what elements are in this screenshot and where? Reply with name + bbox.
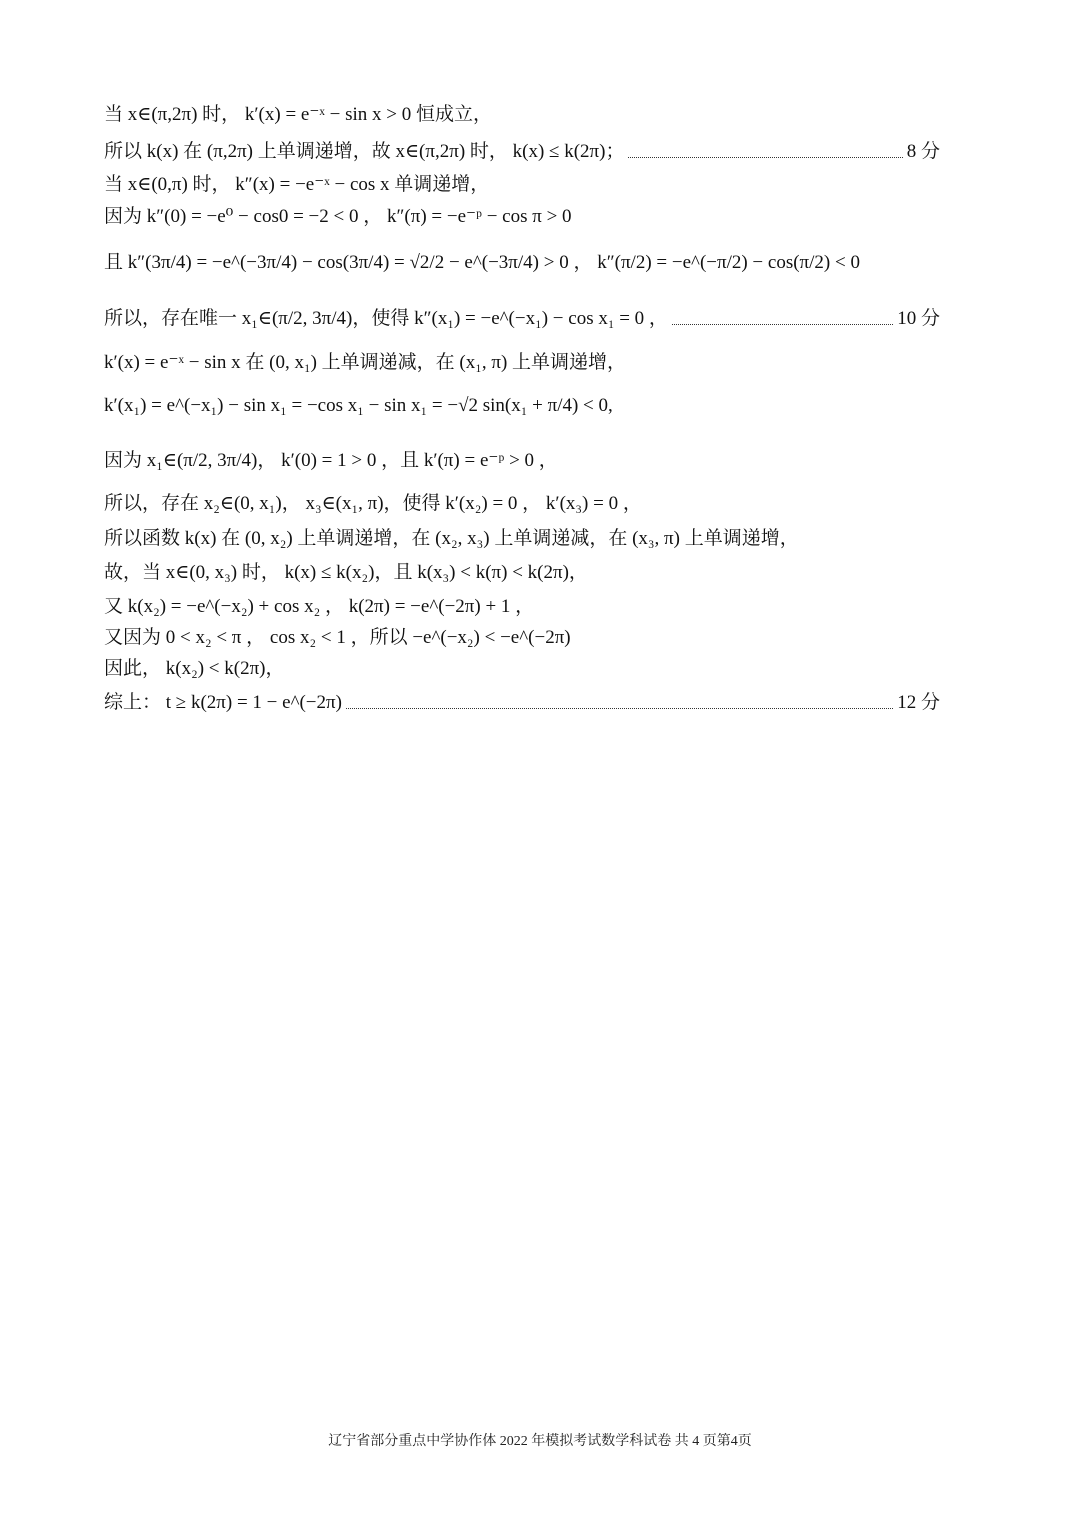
- solution-line-1: [104, 104, 940, 127]
- solution-line-6: [104, 308, 940, 331]
- score-label: 8 分: [906, 141, 940, 162]
- line-text: 因为 k″(0) = −e⁰ − cos0 = −2 < 0 ， k″(π) = −e⁻ᵖ − cos π > 0: [104, 206, 572, 227]
- solution-line-13: [104, 596, 940, 619]
- line-text: 又因为 0 < x₂ < π ， cos x₂ < 1 ，所以 −e^(−x₂) < −e^(−2π): [104, 627, 571, 648]
- line-text: 又 k(x₂) = −e^(−x₂) + cos x₂ ， k(2π) = −e^(−2π) + 1 ，: [104, 596, 535, 617]
- solution-line-14: [104, 627, 940, 650]
- solution-line-9: [104, 450, 940, 473]
- solution-line-2: [104, 141, 940, 164]
- solution-line-11: [104, 528, 940, 551]
- line-text: 综上： t ≥ k(2π) = 1 − e^(−2π): [104, 692, 342, 713]
- score-label: 12 分: [897, 692, 940, 713]
- solution-line-12: [104, 562, 940, 585]
- line-text: k′(x) = e⁻ˣ − sin x 在 (0, x₁) 上单调递减，在 (x₁, π) 上单调递增，: [104, 352, 627, 373]
- line-text: 因为 x₁∈(π/2, 3π/4)， k′(0) = 1 > 0 ，且 k′(π) = e⁻ᵖ > 0 ，: [104, 450, 558, 471]
- solution-line-15: [104, 658, 940, 681]
- solution-line-10: [104, 493, 940, 516]
- dot-leader: [346, 708, 893, 709]
- line-text: 故，当 x∈(0, x₃) 时， k(x) ≤ k(x₂)，且 k(x₃) < k(π) < k(2π)，: [104, 562, 588, 583]
- dot-leader: [672, 324, 893, 325]
- solution-line-4: [104, 206, 940, 229]
- solution-line-7: [104, 352, 940, 375]
- page-footer: 辽宁省部分重点中学协作体 2022 年模拟考试数学科试卷 共 4 页第4页: [328, 1434, 752, 1449]
- line-text: 所以函数 k(x) 在 (0, x₂) 上单调递增，在 (x₂, x₃) 上单调递减，在 (x₃, π) 上单调递增，: [104, 528, 799, 549]
- line-text: 且 k″(3π/4) = −e^(−3π/4) − cos(3π/4) = √2/2 − e^(−3π/4) > 0 ， k″(π/2) = −e^(−π/2) − cos(π/2) < 0: [104, 252, 860, 273]
- solution-line-16: [104, 692, 940, 715]
- solution-line-5: [104, 252, 940, 275]
- line-text: 所以，存在唯一 x₁∈(π/2, 3π/4)，使得 k″(x₁) = −e^(−x₁) − cos x₁ = 0 ，: [104, 308, 668, 329]
- solution-line-8: [104, 395, 940, 418]
- line-text: 所以，存在 x₂∈(0, x₁)， x₃∈(x₁, π)，使得 k′(x₂) = 0 ， k′(x₃) = 0 ，: [104, 493, 642, 514]
- line-text: 当 x∈(0,π) 时， k″(x) = −e⁻ˣ − cos x 单调递增，: [104, 174, 490, 195]
- line-text: 当 x∈(π,2π) 时， k′(x) = e⁻ˣ − sin x > 0 恒成立，: [104, 104, 492, 125]
- solution-line-3: [104, 174, 940, 197]
- line-text: k′(x₁) = e^(−x₁) − sin x₁ = −cos x₁ − sin x₁ = −√2 sin(x₁ + π/4) < 0,: [104, 395, 613, 416]
- dot-leader: [628, 157, 902, 158]
- line-text: 所以 k(x) 在 (π,2π) 上单调递增，故 x∈(π,2π) 时， k(x) ≤ k(2π)；: [104, 141, 625, 162]
- line-text: 因此， k(x₂) < k(2π)，: [104, 658, 285, 679]
- score-label: 10 分: [897, 308, 940, 329]
